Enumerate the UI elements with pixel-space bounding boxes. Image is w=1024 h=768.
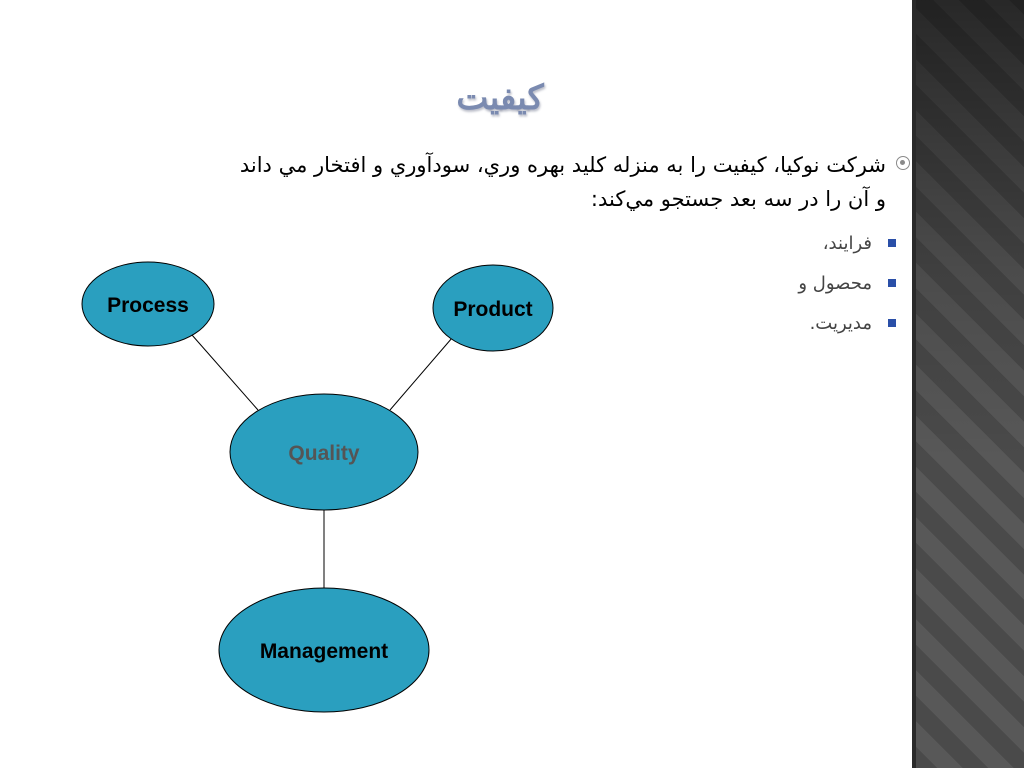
paragraph-line-1: شركت نوكيا، كيفيت را به منزله كليد بهره وري، سودآوري و افتخار مي داند — [239, 153, 886, 177]
bullet-text: محصول و — [798, 273, 872, 294]
node-product-label: Product — [453, 298, 533, 321]
bullet-text: فرايند، — [822, 233, 872, 254]
decorative-side-band — [912, 0, 1024, 768]
connector-process-quality — [192, 335, 258, 410]
paragraph-line-2: و آن را در سه بعد جستجو مي‌كند: — [590, 187, 886, 211]
node-management-label: Management — [259, 640, 389, 663]
node-process-label: Process — [107, 294, 189, 317]
node-quality-label: Quality — [288, 442, 360, 465]
connector-product-quality — [390, 338, 452, 410]
slide-title: كيفيت — [456, 78, 544, 118]
bullet-text: مديريت. — [809, 313, 872, 334]
